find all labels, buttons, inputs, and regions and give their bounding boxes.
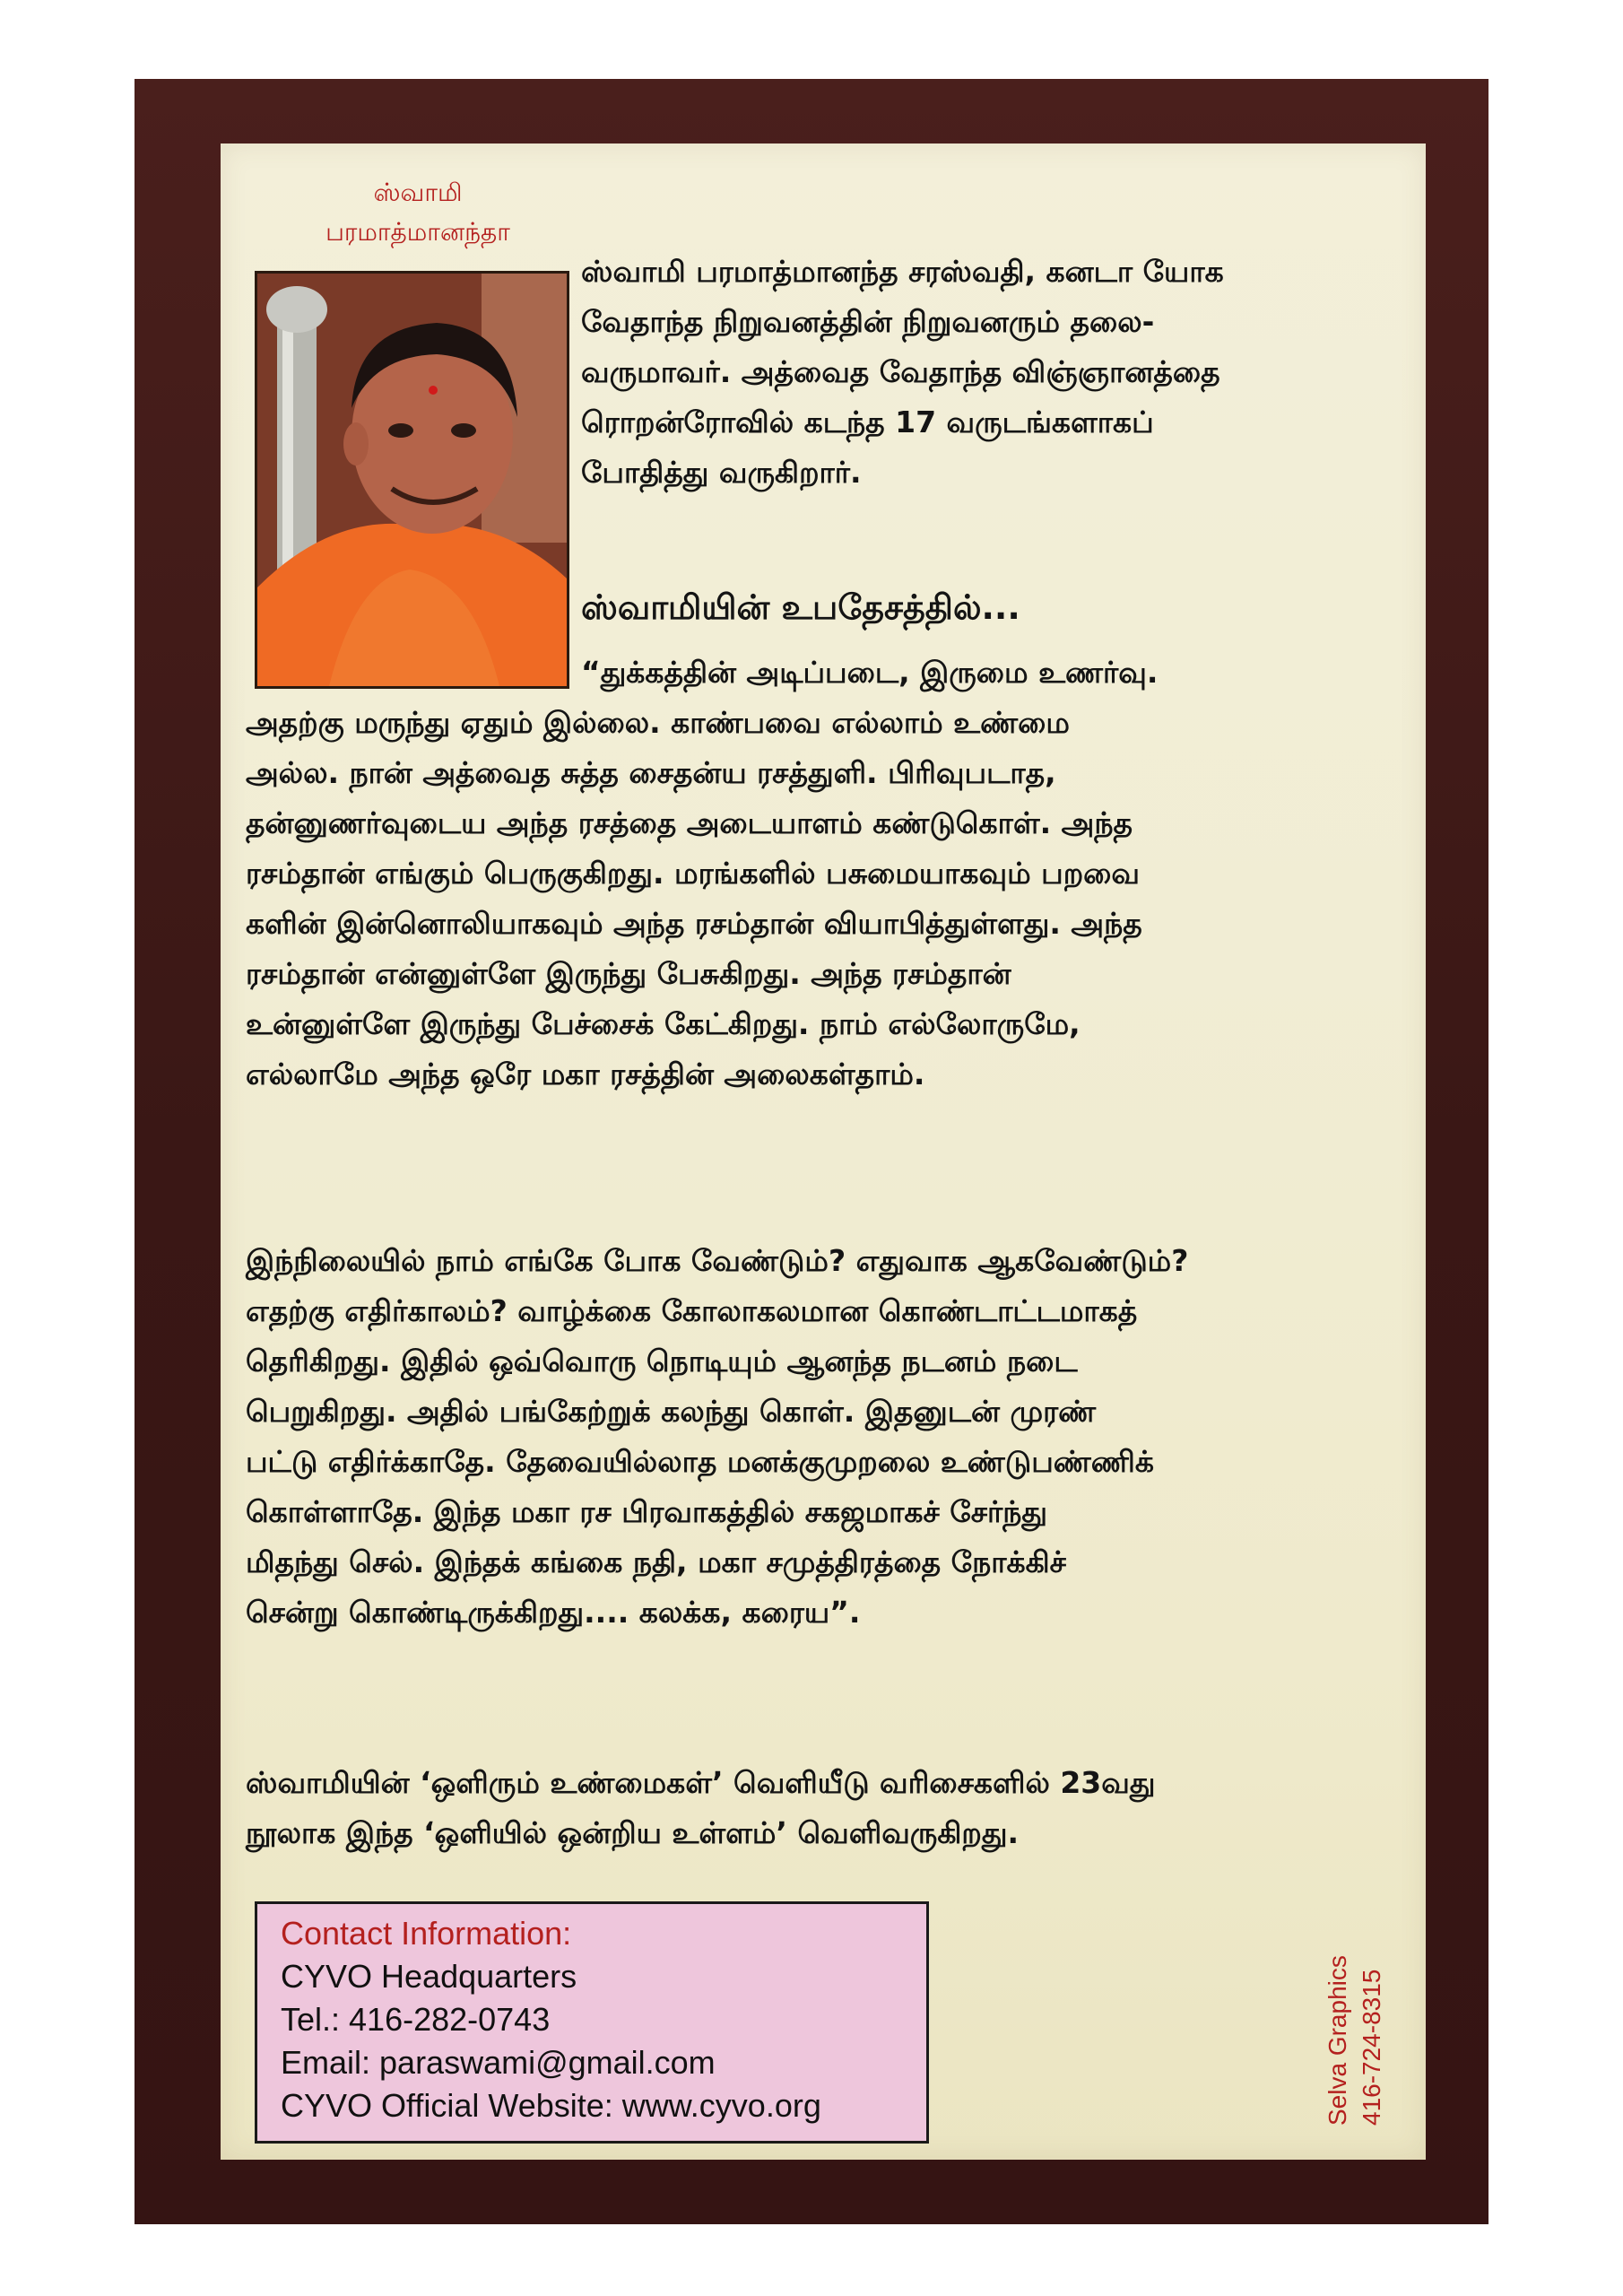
printer-name: Selva Graphics bbox=[1324, 1955, 1351, 2126]
second-paragraph bbox=[246, 1236, 1386, 1638]
paragraph-line: மிதந்து செல். இந்தக் கங்கை நதி, மகா சமுத்திரத்தை நோக்கிச் bbox=[246, 1544, 1066, 1579]
paragraph-line: ஸ்வாமியின் ‘ஒளிரும் உண்மைகள்’ வெளியீடு வரிசைகளில் 23வது bbox=[246, 1765, 1156, 1800]
cover-text-panel bbox=[221, 144, 1426, 2160]
paragraph-line: தெரிகிறது. இதில் ஒவ்வொரு நொடியும் ஆனந்த நடனம் நடை bbox=[246, 1344, 1078, 1378]
bio-line: வேதாந்த நிறுவனத்தின் நிறுவனரும் தலை- bbox=[581, 304, 1155, 339]
bio-line: போதித்து வருகிறார். bbox=[581, 455, 862, 490]
printer-phone: 416-724-8315 bbox=[1358, 1969, 1385, 2126]
contact-email: Email: paraswami@gmail.com bbox=[281, 2044, 716, 2081]
contact-org: CYVO Headquarters bbox=[281, 1958, 577, 1995]
contact-title: Contact Information: bbox=[281, 1915, 572, 1952]
bio-line: வருமாவர். அத்வைத வேதாந்த விஞ்ஞானத்தை bbox=[581, 354, 1220, 389]
quote-line: ரசம்தான் எங்கும் பெருகுகிறது. மரங்களில் பசுமையாகவும் பறவை bbox=[246, 856, 1140, 891]
quote-line: எல்லாமே அந்த ஒரே மகா ரசத்தின் அலைகள்தாம். bbox=[246, 1057, 925, 1091]
quote-first-line: “துக்கத்தின் அடிப்படை, இருமை உணர்வு. bbox=[581, 655, 1159, 690]
teaching-heading: ஸ்வாமியின் உபதேசத்தில்... bbox=[581, 587, 1020, 627]
paragraph-line: சென்று கொண்டிருக்கிறது.... கலக்க, கரைய”. bbox=[246, 1595, 861, 1630]
contact-tel: Tel.: 416-282-0743 bbox=[281, 2001, 551, 2038]
author-name-line2: பரமாத்மானந்தா bbox=[325, 217, 510, 247]
author-name-line1: ஸ்வாமி bbox=[373, 178, 463, 207]
quote-line: அல்ல. நான் அத்வைத சுத்த சைதன்ய ரசத்துளி. பிரிவுபடாத, bbox=[246, 755, 1056, 790]
contact-website: CYVO Official Website: www.cyvo.org bbox=[281, 2087, 821, 2124]
contact-info-box bbox=[255, 1901, 929, 2144]
paragraph-line: இந்நிலையில் நாம் எங்கே போக வேண்டும்? எதுவாக ஆகவேண்டும்? bbox=[246, 1243, 1189, 1278]
bio-line: ஸ்வாமி பரமாத்மானந்த சரஸ்வதி, கனடா யோக bbox=[581, 254, 1224, 289]
quote-paragraph bbox=[246, 698, 1386, 1100]
quote-line: தன்னுணர்வுடைய அந்த ரசத்தை அடையாளம் கண்டுகொள். அந்த bbox=[246, 805, 1133, 840]
series-paragraph bbox=[246, 1758, 1386, 1858]
paragraph-line: கொள்ளாதே. இந்த மகா ரச பிரவாகத்தில் சகஜமாகச் சேர்ந்து bbox=[246, 1494, 1048, 1529]
paragraph-line: பெறுகிறது. அதில் பங்கேற்றுக் கலந்து கொள். இதனுடன் முரண் bbox=[246, 1394, 1097, 1429]
paragraph-line: நூலாக இந்த ‘ஒளியில் ஒன்றிய உள்ளம்’ வெளிவருகிறது. bbox=[246, 1815, 1020, 1850]
quote-line: உன்னுள்ளே இருந்து பேச்சைக் கேட்கிறது. நாம் எல்லோருமே, bbox=[246, 1006, 1081, 1041]
quote-line: ரசம்தான் என்னுள்ளே இருந்து பேசுகிறது. அந்த ரசம்தான் bbox=[246, 956, 1011, 991]
bio-paragraph bbox=[581, 247, 1395, 498]
quote-line: அதற்கு மருந்து ஏதும் இல்லை. காண்பவை எல்லாம் உண்மை bbox=[246, 705, 1070, 740]
portrait-illustration bbox=[257, 274, 567, 686]
bio-line: ரொறன்ரோவில் கடந்த 17 வருடங்களாகப் bbox=[581, 404, 1154, 439]
paragraph-line: பட்டு எதிர்க்காதே. தேவையில்லாத மனக்குமுறலை உண்டுபண்ணிக் bbox=[246, 1444, 1154, 1479]
paragraph-line: எதற்கு எதிர்காலம்? வாழ்க்கை கோலாகலமான கொண்டாட்டமாகத் bbox=[246, 1293, 1138, 1328]
author-photo bbox=[255, 271, 569, 689]
quote-line: களின் இன்னொலியாகவும் அந்த ரசம்தான் வியாபித்துள்ளது. அந்த bbox=[246, 906, 1142, 941]
